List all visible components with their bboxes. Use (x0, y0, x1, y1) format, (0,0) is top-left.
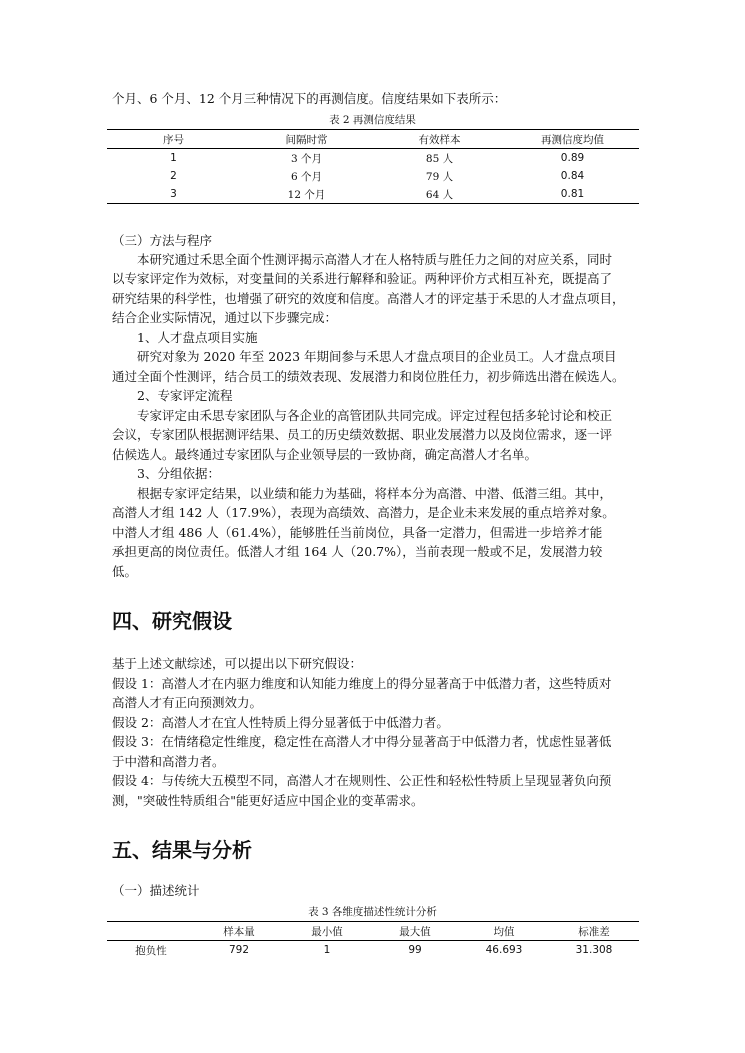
section5-heading: 五、结果与分析 (112, 838, 252, 862)
paragraph-line: 以专家评定作为效标，对变量间的关系进行解释和验证。两种评价方式相互补充，既提高了 (112, 271, 613, 286)
table-cell: 0.84 (560, 170, 585, 182)
hypothesis-line: 假设 4：与传统大五模型不同，高潜人才在规则性、公正性和轻松性特质上呈现显著负向预 (112, 773, 612, 788)
paragraph-line: 研究结果的科学性，也增强了研究的效度和信度。高潜人才的评定基于禾思的人才盘点项目， (112, 291, 625, 306)
paragraph-line: 结合企业实际情况，通过以下步骤完成： (112, 310, 338, 325)
step-title: 1、人才盘点项目实施 (137, 330, 258, 345)
paragraph-line: 根据专家评定结果，以业绩和能力为基础，将样本分为高潜、中潜、低潜三组。其中， (137, 486, 613, 501)
table-cell: 792 (228, 944, 250, 956)
paragraph-line: 低。 (112, 564, 138, 579)
table-row (107, 167, 639, 185)
table2-caption: 表 2 再测信度结果 (329, 114, 416, 126)
table-cell: 0.89 (560, 152, 585, 164)
subsection-heading: （一）描述统计 (112, 883, 200, 898)
table-cell: 64 人 (425, 188, 454, 201)
section4-heading: 四、研究假设 (112, 609, 232, 633)
step-title: 2、专家评定流程 (137, 388, 233, 403)
table3-caption: 表 3 各维度描述性统计分析 (308, 906, 437, 918)
table3-header: 均值 (493, 925, 515, 938)
intro-line: 个月、6 个月、12 个月三种情况下的再测信度。信度结果如下表所示： (112, 91, 507, 106)
table-cell: 6 个月 (290, 170, 323, 183)
table2-header: 序号 (163, 133, 184, 146)
paragraph-line: 通过全面个性测评，结合员工的绩效表现、发展潜力和岗位胜任力，初步筛选出潜在候选人。 (112, 369, 625, 384)
paragraph-line: 研究对象为 2020 年至 2023 年期间参与禾思人才盘点项目的企业员工。人才盘点项目 (137, 349, 617, 364)
paragraph-line: 估候选人。最终通过专家团队与企业领导层的一致协商，确定高潜人才名单。 (112, 447, 538, 462)
table3-header: 标准差 (578, 925, 610, 938)
hypothesis-line: 假设 3：在情绪稳定性维度，稳定性在高潜人才中得分显著高于中低潜力者，忧虑性显著低 (112, 734, 612, 749)
section-heading: （三）方法与程序 (112, 233, 213, 248)
hypothesis-line: 高潜人才有正向预测效力。 (112, 695, 263, 710)
step-title: 3、分组依据： (137, 466, 220, 481)
table2-header: 有效样本 (418, 133, 461, 146)
table-row (107, 941, 639, 960)
table-row (107, 149, 639, 168)
table-cell: 46.693 (485, 944, 523, 956)
paragraph-line: 专家评定由禾思专家团队与各企业的高管团队共同完成。评定过程包括多轮讨论和校正 (137, 408, 613, 423)
paragraph-line: 本研究通过禾思全面个性测评揭示高潜人才在人格特质与胜任力之间的对应关系，同时 (137, 252, 613, 267)
table2-header: 再测信度均值 (541, 133, 604, 146)
table-cell: 1 (323, 944, 331, 956)
table-cell: 31.308 (575, 944, 613, 956)
paragraph-line: 高潜人才组 142 人（17.9%），表现为高绩效、高潜力，是企业未来发展的重点培养对象。 (112, 505, 615, 520)
table-cell: 12 个月 (287, 188, 326, 201)
paragraph-line: 会议，专家团队根据测评结果、员工的历史绩效数据、职业发展潜力以及岗位需求，逐一评 (112, 427, 613, 442)
table3 (107, 921, 639, 959)
table-cell: 2 (170, 170, 177, 182)
table-cell: 抱负性 (135, 944, 167, 957)
table-cell: 3 个月 (290, 152, 323, 165)
table-row (107, 185, 639, 204)
hypothesis-line: 假设 1：高潜人才在内驱力维度和认知能力维度上的得分显著高于中低潜力者，这些特质对 (112, 676, 612, 691)
table2-header-row (107, 130, 639, 149)
paragraph-line: 中潜人才组 486 人（61.4%），能够胜任当前岗位，具备一定潜力，但需进一步培养才能 (112, 525, 603, 540)
table2-header: 间隔时常 (285, 133, 328, 146)
table3-header (107, 922, 195, 941)
table-cell: 0.81 (560, 188, 585, 200)
table3-header: 样本量 (223, 925, 255, 938)
hypothesis-line: 假设 2：高潜人才在宜人性特质上得分显著低于中低潜力者。 (112, 715, 449, 730)
table-cell: 99 (408, 944, 422, 956)
paragraph-line: 承担更高的岗位责任。低潜人才组 164 人（20.7%），当前表现一般或不足，发展潜力较 (112, 544, 603, 559)
hypothesis-line: 于中潜和高潜力者。 (112, 754, 225, 769)
table-cell: 79 人 (425, 170, 454, 183)
table-cell: 1 (170, 152, 177, 164)
table2 (107, 129, 639, 204)
table3-header: 最小值 (311, 925, 343, 938)
table-cell: 3 (170, 188, 177, 200)
table3-header: 最大值 (399, 925, 431, 938)
hypothesis-line: 基于上述文献综述，可以提出以下研究假设： (112, 656, 363, 671)
table3-header-row (107, 922, 639, 941)
hypothesis-line: 测，"突破性特质组合"能更好适应中国企业的变革需求。 (112, 793, 424, 808)
table-cell: 85 人 (425, 152, 454, 165)
